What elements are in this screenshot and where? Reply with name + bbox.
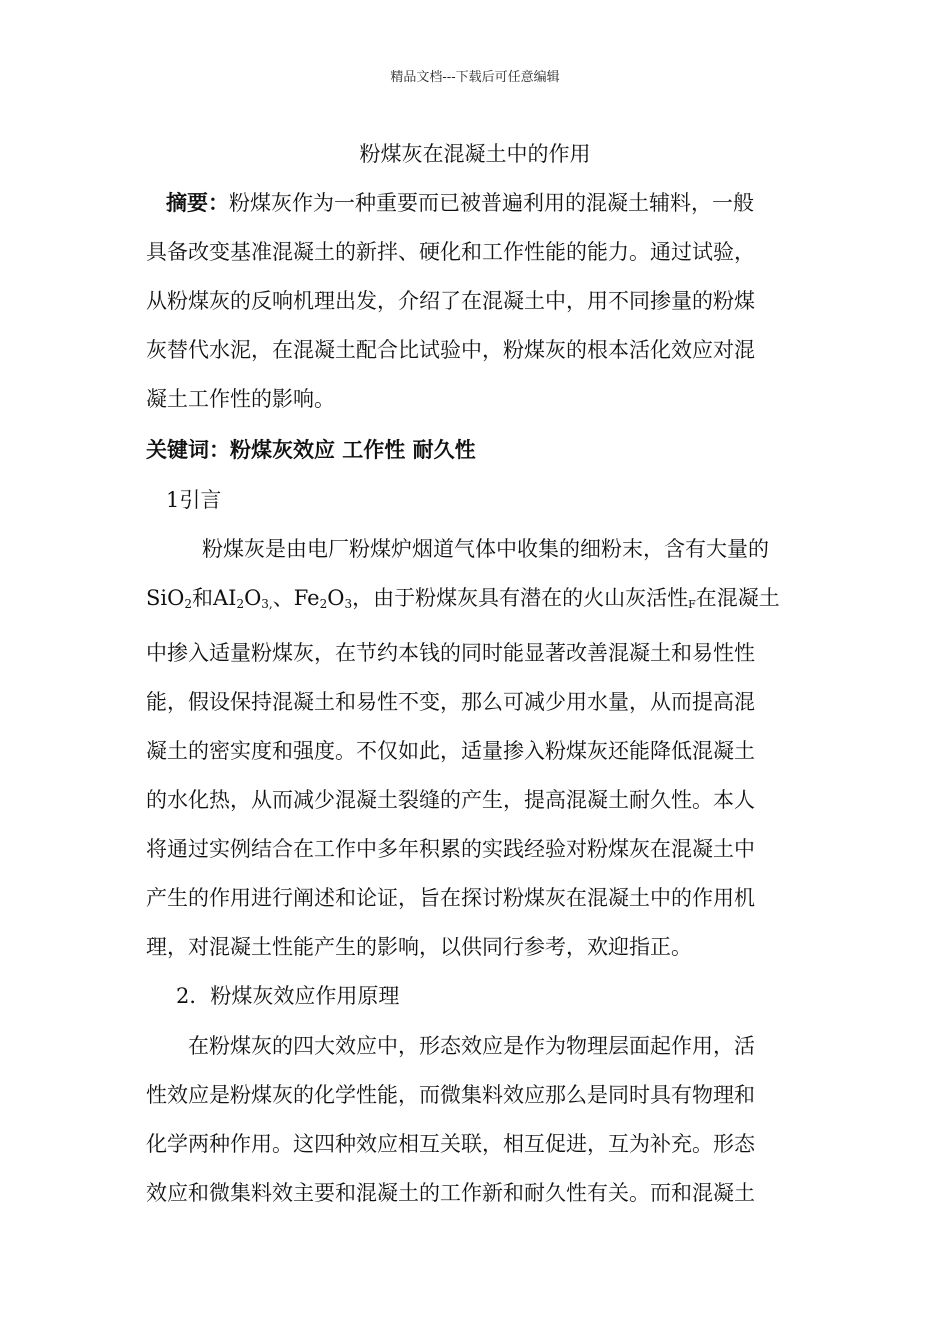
formula-o: O xyxy=(327,586,345,610)
paragraph-line: 产生的作用进行阐述和论证，旨在探讨粉煤灰在混凝土中的作用机 xyxy=(146,886,755,910)
paragraph-line: 效应和微集料效主要和混凝土的工作新和耐久性有关。而和混凝土 xyxy=(146,1181,755,1205)
keywords-text: 粉煤灰效应 工作性 耐久性 xyxy=(230,438,476,462)
paragraph-line: 将通过实例结合在工作中多年积累的实践经验对粉煤灰在混凝土中 xyxy=(146,837,755,861)
abstract-paragraph xyxy=(146,179,806,424)
paragraph-line: 性效应是粉煤灰的化学性能，而微集料效应那么是同时具有物理和 xyxy=(146,1083,755,1107)
paragraph-line: 的水化热，从而减少混凝土裂缝的产生，提高混凝土耐久性。本人 xyxy=(146,788,755,812)
section-heading-2: 2．粉煤灰效应作用原理 xyxy=(176,984,400,1008)
abstract-line: 灰替代水泥，在混凝土配合比试验中，粉煤灰的根本活化效应对混 xyxy=(146,338,755,362)
abstract-text: 粉煤灰作为一种重要而已被普遍利用的混凝土辅料，一般 xyxy=(229,191,754,215)
paragraph-line: 中掺入适量粉煤灰，在节约本钱的同时能显著改善混凝土和易性性 xyxy=(146,641,755,665)
footnote-mark: F xyxy=(688,598,696,611)
paragraph-text: ，由于粉煤灰具有潜在的火山灰活性 xyxy=(352,586,689,610)
section2-paragraph xyxy=(146,1022,806,1218)
paragraph-line: 化学两种作用。这四种效应相互关联，相互促进，互为补充。形态 xyxy=(146,1132,755,1156)
paragraph-line: 在粉煤灰的四大效应中，形态效应是作为物理层面起作用，活 xyxy=(188,1034,755,1058)
document-title: 粉煤灰在混凝土中的作用 xyxy=(359,142,591,166)
section-heading-1: 1引言 xyxy=(166,488,222,512)
formula-subscript: 2 xyxy=(319,597,328,611)
abstract-line: 具备改变基准混凝土的新拌、硬化和工作性能的能力。通过试验， xyxy=(146,240,755,264)
formula-o: O xyxy=(244,586,262,610)
keywords-line xyxy=(146,426,806,475)
formula-sio: SiO xyxy=(146,586,185,610)
formula-subscript: 3 xyxy=(344,597,353,611)
abstract-line: 凝土工作性的影响。 xyxy=(146,387,335,411)
formula-al: 和AI xyxy=(191,586,237,610)
formula-subscript: 2 xyxy=(236,597,245,611)
page-header: 精品文档---下载后可任意编辑 xyxy=(390,70,560,85)
formula-subscript: 3, xyxy=(261,597,273,611)
abstract-label: 摘要： xyxy=(166,191,229,215)
paragraph-text: 在混凝土 xyxy=(695,586,780,610)
paragraph-line-formula xyxy=(146,574,806,629)
abstract-line: 从粉煤灰的反响机理出发，介绍了在混凝土中，用不同掺量的粉煤 xyxy=(146,289,755,313)
abstract-line xyxy=(146,179,806,228)
paragraph-line: 理，对混凝土性能产生的影响，以供同行参考，欢迎指正。 xyxy=(146,935,692,959)
formula-subscript: 2 xyxy=(184,597,192,611)
intro-paragraph xyxy=(146,525,806,972)
formula-fe: 、Fe xyxy=(272,586,320,610)
keywords-label: 关键词： xyxy=(146,438,230,462)
paragraph-line: 凝土的密实度和强度。不仅如此，适量掺入粉煤灰还能降低混凝土 xyxy=(146,739,755,763)
paragraph-line: 粉煤灰是由电厂粉煤炉烟道气体中收集的细粉末，含有大量的 xyxy=(202,537,769,561)
paragraph-line: 能，假设保持混凝土和易性不变，那么可减少用水量，从而提高混 xyxy=(146,690,755,714)
